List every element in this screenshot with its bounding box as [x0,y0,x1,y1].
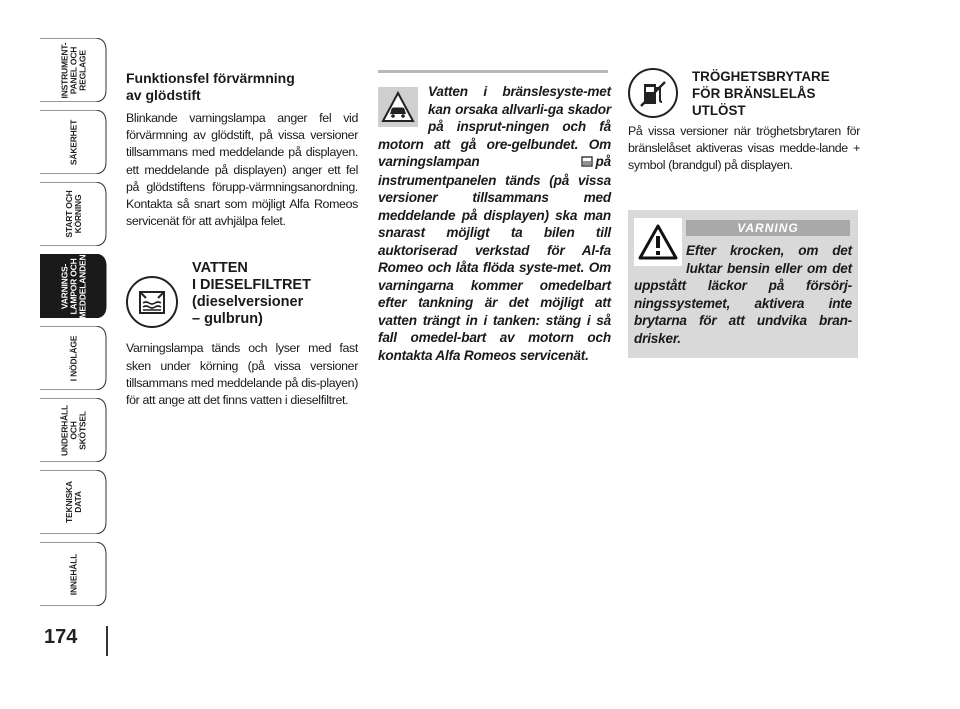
tab-label: UNDERHÅLL OCH SKÖTSEL [59,404,88,456]
tab-tekniska-data[interactable] [40,470,104,534]
column-glodstift [126,70,358,409]
tab-i-nodlage[interactable] [40,326,104,390]
water-heading-line: VATTEN [192,260,248,277]
inertia-section-header [628,68,860,119]
water-heading [192,260,311,328]
page-divider [106,626,108,656]
water-section-header [126,260,358,328]
water-in-fuel-icon [126,276,178,328]
tab-label: INNEHÅLL [68,553,79,595]
inertia-paragraph: På vissa versioner när tröghetsbrytaren för bränslelåset aktiveras visas medde-lande + symbol (brandgul) på displayen. [628,124,860,173]
fire-warning-box [628,210,858,358]
water-heading-line: (dieselversioner [192,294,304,311]
tab-label: VARNINGS- LAMPOR OCH MEDDELANDEN [59,254,88,318]
heading-line-1: Funktionsfel förvärmning [126,70,295,86]
tab-label: INSTRUMENT- PANEL OCH REGLAGE [59,42,88,98]
column-warning-water [378,70,611,364]
chapter-tabs [40,38,110,638]
tab-label: TEKNISKA DATA [64,481,83,523]
fire-warning-text: Efter krocken, om det luktar bensin eller om det uppstått läckor på försörj-ningssystemet, aktivera inte brytarna för att undvika bran-drisker. [634,243,852,346]
fire-warning-text-wrap [634,242,852,347]
column-inertia-switch [628,68,860,175]
water-heading-line: – gulbrun) [192,311,263,328]
water-paragraph: Varningslampa tänds och lyser med fast sken under körning (på vissa versioner tillsammans med meddelande på dis-playen) för att ange att det finns vatten i dieselfiltret. [126,341,358,408]
inertia-heading-line: FÖR BRÄNSLELÅS [692,86,816,101]
tab-instrumentpanel[interactable] [40,38,104,102]
water-in-fuel-icon [581,154,593,172]
glodstift-paragraph: Blinkande varningslampa anger fel vid förvärmning av glödstift, på vissa versioner tillsammans med meddelande på displayen. ett meddelande på displayen) anger ett fel på glödstiftens förupp-värmningsanordning. Kontakta så snart som möjligt Alfa Romeos servicenät för att avhjälpa felet. [126,111,358,229]
warning-intro: Vatten i bränslesyste-met kan orsaka allvarli-ga skador på insprut-ningen och få motorn att gå ore-gelbundet. Om varningslampan [378,84,611,169]
tab-sakerhet[interactable] [40,110,104,174]
car-warning-icon [378,87,418,127]
inertia-heading [692,68,830,119]
heading-line-2: av glödstift [126,87,201,103]
tab-underhall[interactable] [40,398,104,462]
water-warning-block [378,83,611,364]
inertia-heading-line: TRÖGHETSBRYTARE [692,69,830,84]
fuel-cutoff-icon [628,68,678,118]
page-number: 174 [44,626,78,648]
section-heading [126,70,358,104]
warning-label: VARNING [686,220,850,236]
tab-start-korning[interactable] [40,182,104,246]
tab-label: I NÖDLÄGE [68,335,79,381]
tab-varningslampor[interactable] [40,254,104,318]
section-rule [378,70,608,73]
tab-label: SÄKERHET [68,119,79,165]
warning-rest: på instrumentpanelen tänds (på vissa versioner tillsammans med meddelande på displayen) ska man snarast möjligt ta bilen till auktoriserad verkstad för Al-fa Romeo och låta flöda syste-met. Om varningarna kommer omedelbart efter tankning är det möjligt att vatten trängt in i tanken: stäng i så fall omedel-bart av motorn och kontakta Alfa Romeos servicenät. [378,154,611,363]
tab-innehall[interactable] [40,542,104,606]
inertia-heading-line: UTLÖST [692,103,746,118]
tab-label: START OCH KÖRNING [64,190,83,238]
float-spacer [634,242,686,272]
water-heading-line: I DIESELFILTRET [192,277,311,294]
